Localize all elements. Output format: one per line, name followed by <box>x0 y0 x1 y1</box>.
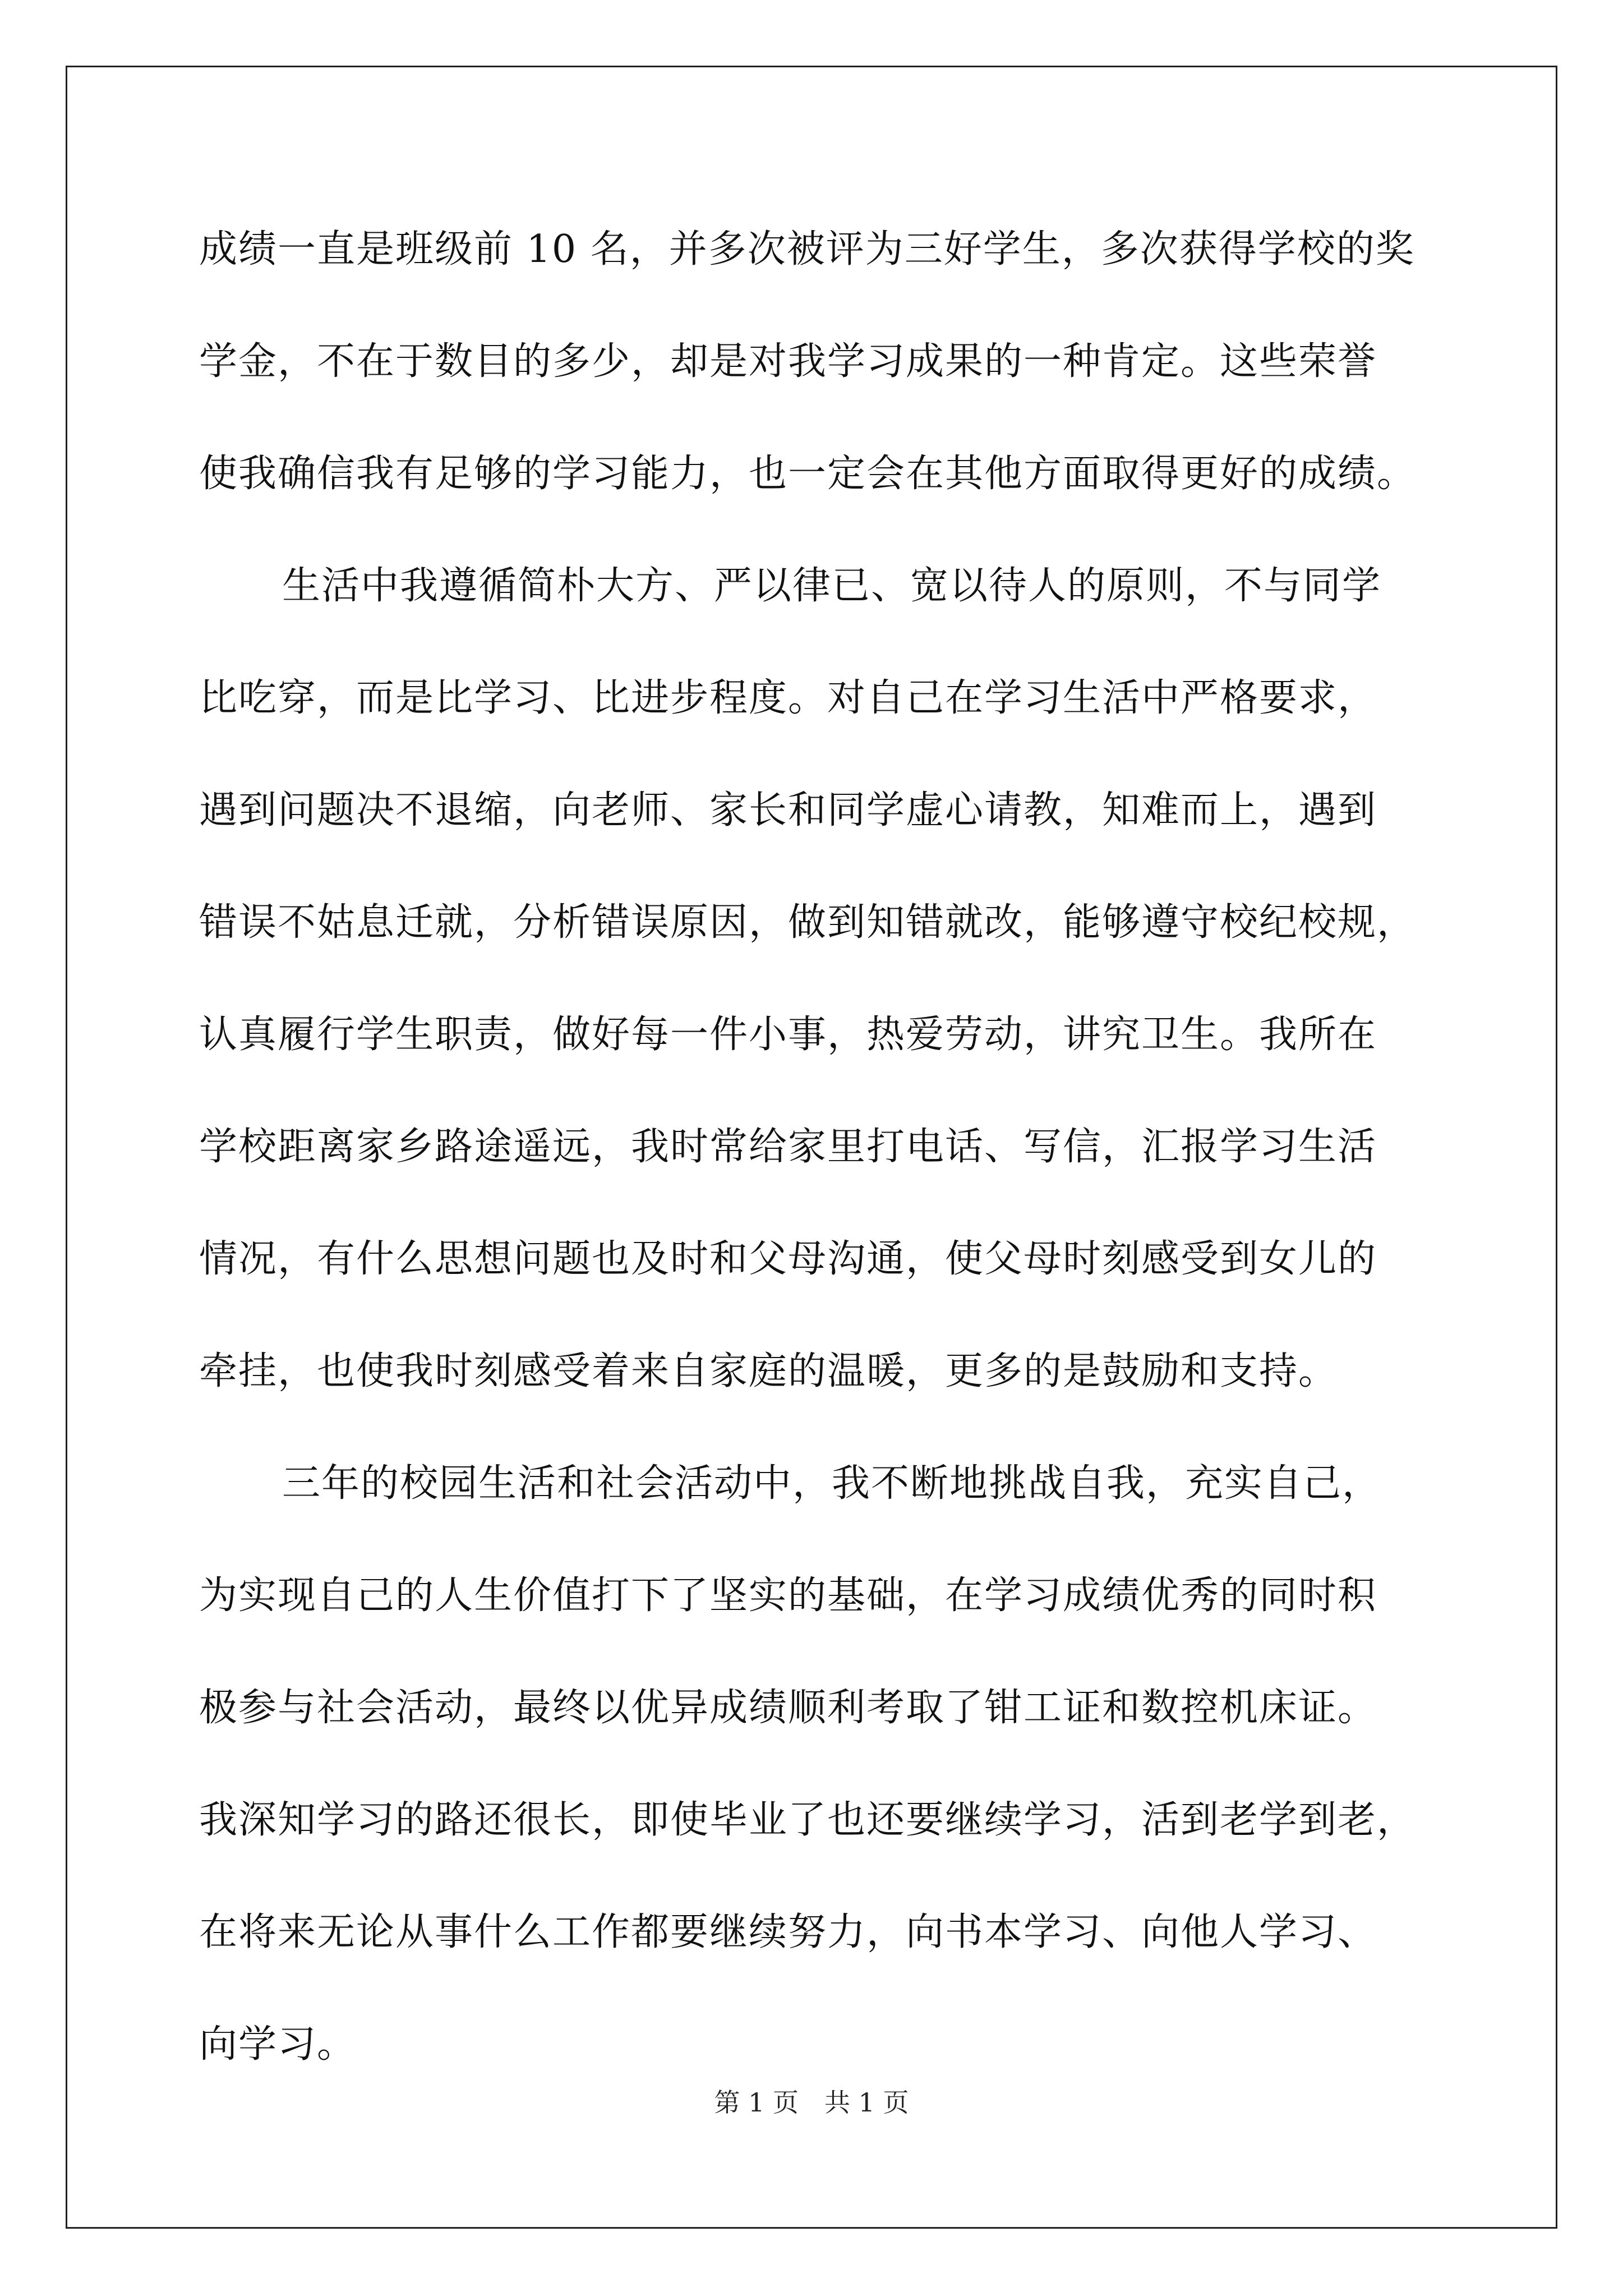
text-line: 学校距离家乡路途遥远，我时常给家里打电话、写信，汇报学习生活 <box>199 1125 1377 1169</box>
text-line: 极参与社会活动，最终以优异成绩顺利考取了钳工证和数控机床证。 <box>199 1686 1377 1730</box>
text-line: 三年的校园生活和社会活动中，我不断地挑战自我，充实自己， <box>282 1461 1382 1506</box>
text-line: 在将来无论从事什么工作都要继续努力，向书本学习、向他人学习、 <box>199 1910 1377 1954</box>
text-line: 牵挂，也使我时刻感受着来自家庭的温暖，更多的是鼓励和支持。 <box>199 1349 1338 1393</box>
paragraph <box>199 216 1422 553</box>
text-line: 比吃穿，而是比学习、比进步程度。对自己在学习生活中严格要求， <box>199 676 1377 720</box>
document-body <box>199 216 1422 2123</box>
paragraph <box>199 553 1422 1450</box>
text-line: 使我确信我有足够的学习能力，也一定会在其他方面取得更好的成绩。 <box>199 452 1417 496</box>
text-line: 错误不姑息迁就，分析错误原因，做到知错就改，能够遵守校纪校规， <box>199 900 1417 945</box>
text-line: 我深知学习的路还很长，即使毕业了也还要继续学习，活到老学到老， <box>199 1798 1417 1842</box>
page-footer: 第 1 页 共 1 页 <box>714 2087 909 2118</box>
text-line: 成绩一直是班级前 10 名，并多次被评为三好学生，多次获得学校的奖 <box>199 227 1415 272</box>
paragraph <box>199 1450 1422 2123</box>
text-line: 学金，不在于数目的多少，却是对我学习成果的一种肯定。这些荣誉 <box>199 339 1377 384</box>
text-line: 认真履行学生职责，做好每一件小事，热爱劳动，讲究卫生。我所在 <box>199 1013 1377 1057</box>
text-line: 为实现自己的人生价值打下了坚实的基础，在学习成绩优秀的同时积 <box>199 1573 1377 1618</box>
text-line: 向学习。 <box>199 2022 357 2067</box>
text-line: 情况，有什么思想问题也及时和父母沟通，使父母时刻感受到女儿的 <box>199 1237 1377 1281</box>
text-line: 生活中我遵循简朴大方、严以律已、宽以待人的原则，不与同学 <box>282 564 1382 608</box>
text-line: 遇到问题决不退缩，向老师、家长和同学虚心请教，知难而上，遇到 <box>199 788 1377 832</box>
